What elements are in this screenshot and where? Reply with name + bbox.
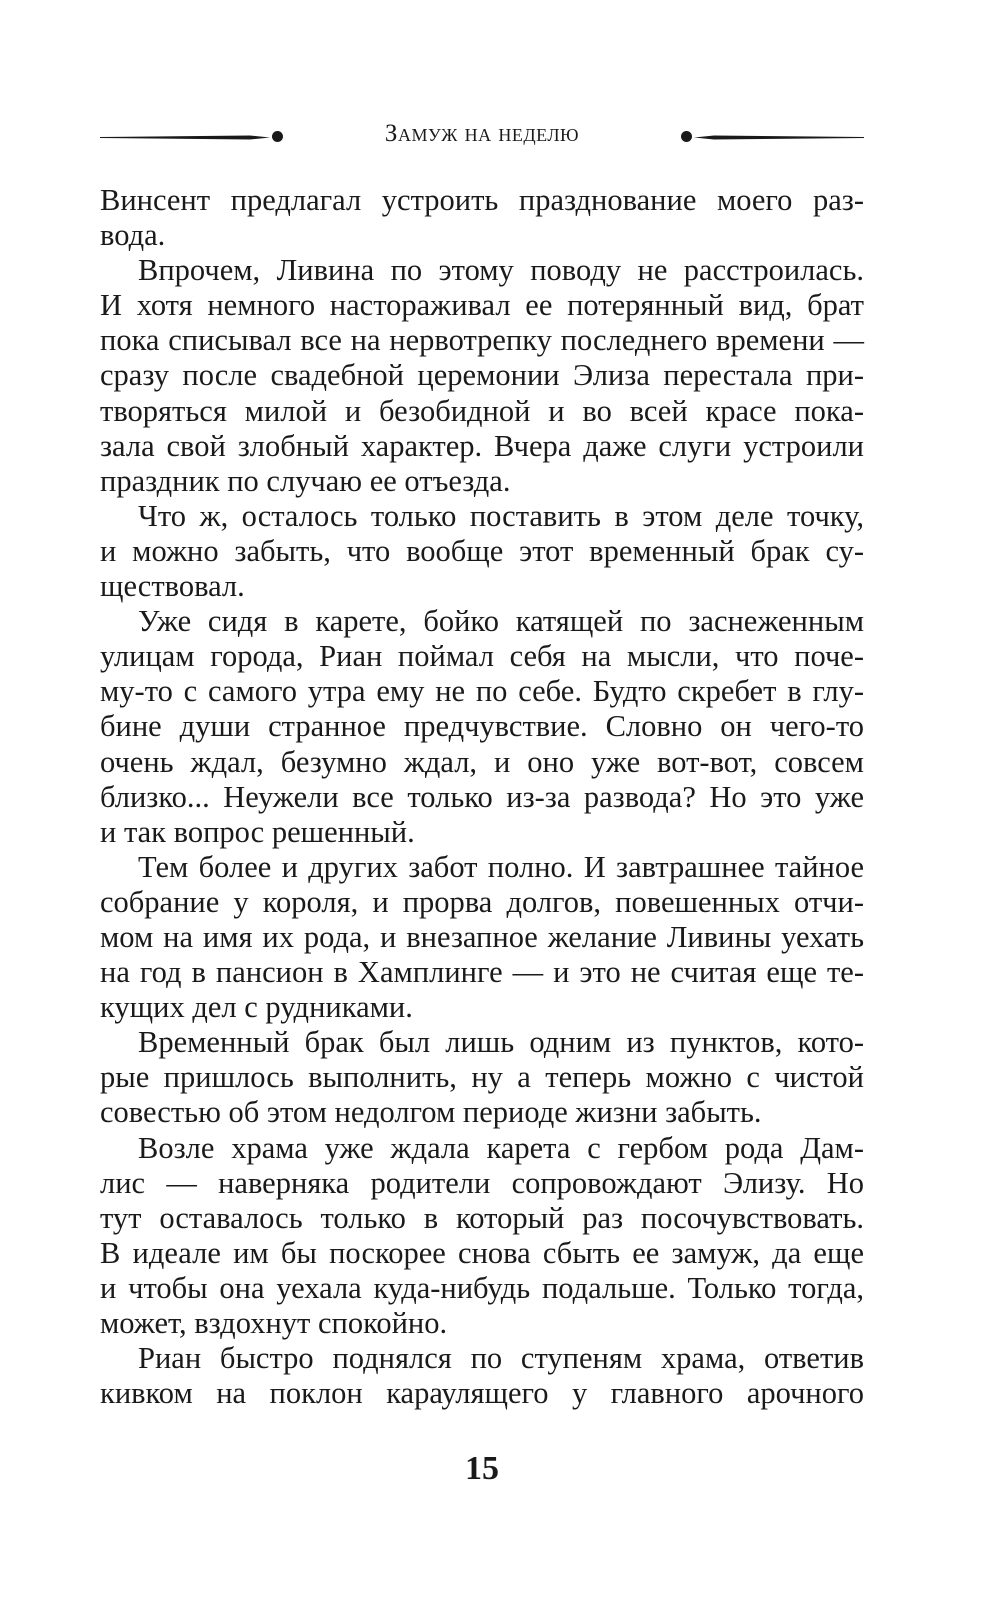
text-line: близко... Неужели все только из-за развода? Но это уже: [100, 779, 864, 814]
text-line: Винсент предлагал устроить празднование моего раз-: [100, 183, 864, 217]
text-line: кущих дел с рудниками.: [100, 990, 413, 1025]
text-line: зала свой злобный характер. Вчера даже слуги устроили: [100, 428, 864, 463]
text-line: ществовал.: [100, 569, 245, 604]
text-line: мом на имя их рода, и внезапное желание Ливины уехать: [100, 919, 864, 954]
text-line: и можно забыть, что вообще этот временный брак су-: [100, 533, 864, 568]
text-line: Уже сидя в карете, бойко катящей по заснеженным: [138, 604, 864, 639]
text-line: му-то с самого утра ему не по себе. Будто скребет в глу-: [100, 674, 864, 709]
decorative-rule-right: [694, 134, 864, 141]
text-line: Что ж, осталось только поставить в этом деле точку,: [138, 498, 864, 533]
running-header: [100, 118, 864, 158]
text-line: Временный брак был лишь одним из пунктов, кото-: [138, 1025, 864, 1060]
text-line: очень ждал, безумно ждал, и оно уже вот-вот, совсем: [100, 744, 864, 779]
text-line: совестью об этом недолгом периоде жизни забыть.: [100, 1095, 762, 1130]
text-line: Риан быстро поднялся по ступеням храма, ответив: [138, 1341, 864, 1376]
text-line: Возле храма уже ждала карета с гербом рода Дам-: [138, 1130, 864, 1165]
text-line: Впрочем, Ливина по этому поводу не расстроилась.: [138, 253, 864, 288]
text-line: кивком на поклон караулящего у главного арочного: [100, 1376, 864, 1411]
text-line: лис — наверняка родители сопровождают Элизу. Но: [100, 1165, 864, 1200]
text-line: В идеале им бы поскорее снова сбыть ее замуж, да еще: [100, 1235, 864, 1270]
text-line: И хотя немного настораживал ее потерянный вид, брат: [100, 288, 864, 323]
running-title: Замуж на неделю: [384, 120, 580, 147]
text-line: рые пришлось выполнить, ну а теперь можно с чистой: [100, 1060, 864, 1095]
text-line: на год в пансион в Хамплинге — и это не считая еще те-: [100, 955, 864, 990]
text-line: и так вопрос решенный.: [100, 814, 415, 849]
text-line: и чтобы она уехала куда-нибудь подальше. Только тогда,: [100, 1270, 864, 1305]
text-line: праздник по случаю ее отъезда.: [100, 463, 511, 498]
text-line: может, вздохнут спокойно.: [100, 1306, 448, 1340]
text-line: улицам города, Риан поймал себя на мысли, что поче-: [100, 639, 864, 674]
text-line: тут оставалось только в который раз посочувствовать.: [100, 1200, 864, 1235]
text-line: Тем более и других забот полно. И завтрашнее тайное: [138, 849, 864, 884]
text-line: пока списывал все на нервотрепку последнего времени —: [100, 323, 864, 358]
text-line: вода.: [100, 218, 166, 253]
page-number: 15: [465, 1450, 499, 1487]
text-line: творяться милой и безобидной и во всей красе пока-: [100, 393, 864, 428]
text-line: сразу после свадебной церемонии Элиза перестала при-: [100, 358, 864, 393]
text-line: собрание у короля, и прорва долгов, повешенных отчи-: [100, 884, 864, 919]
body-text: [100, 183, 864, 1411]
header-dot-right: [681, 131, 692, 142]
text-line: бине души странное предчувствие. Словно он чего-то: [100, 709, 864, 744]
